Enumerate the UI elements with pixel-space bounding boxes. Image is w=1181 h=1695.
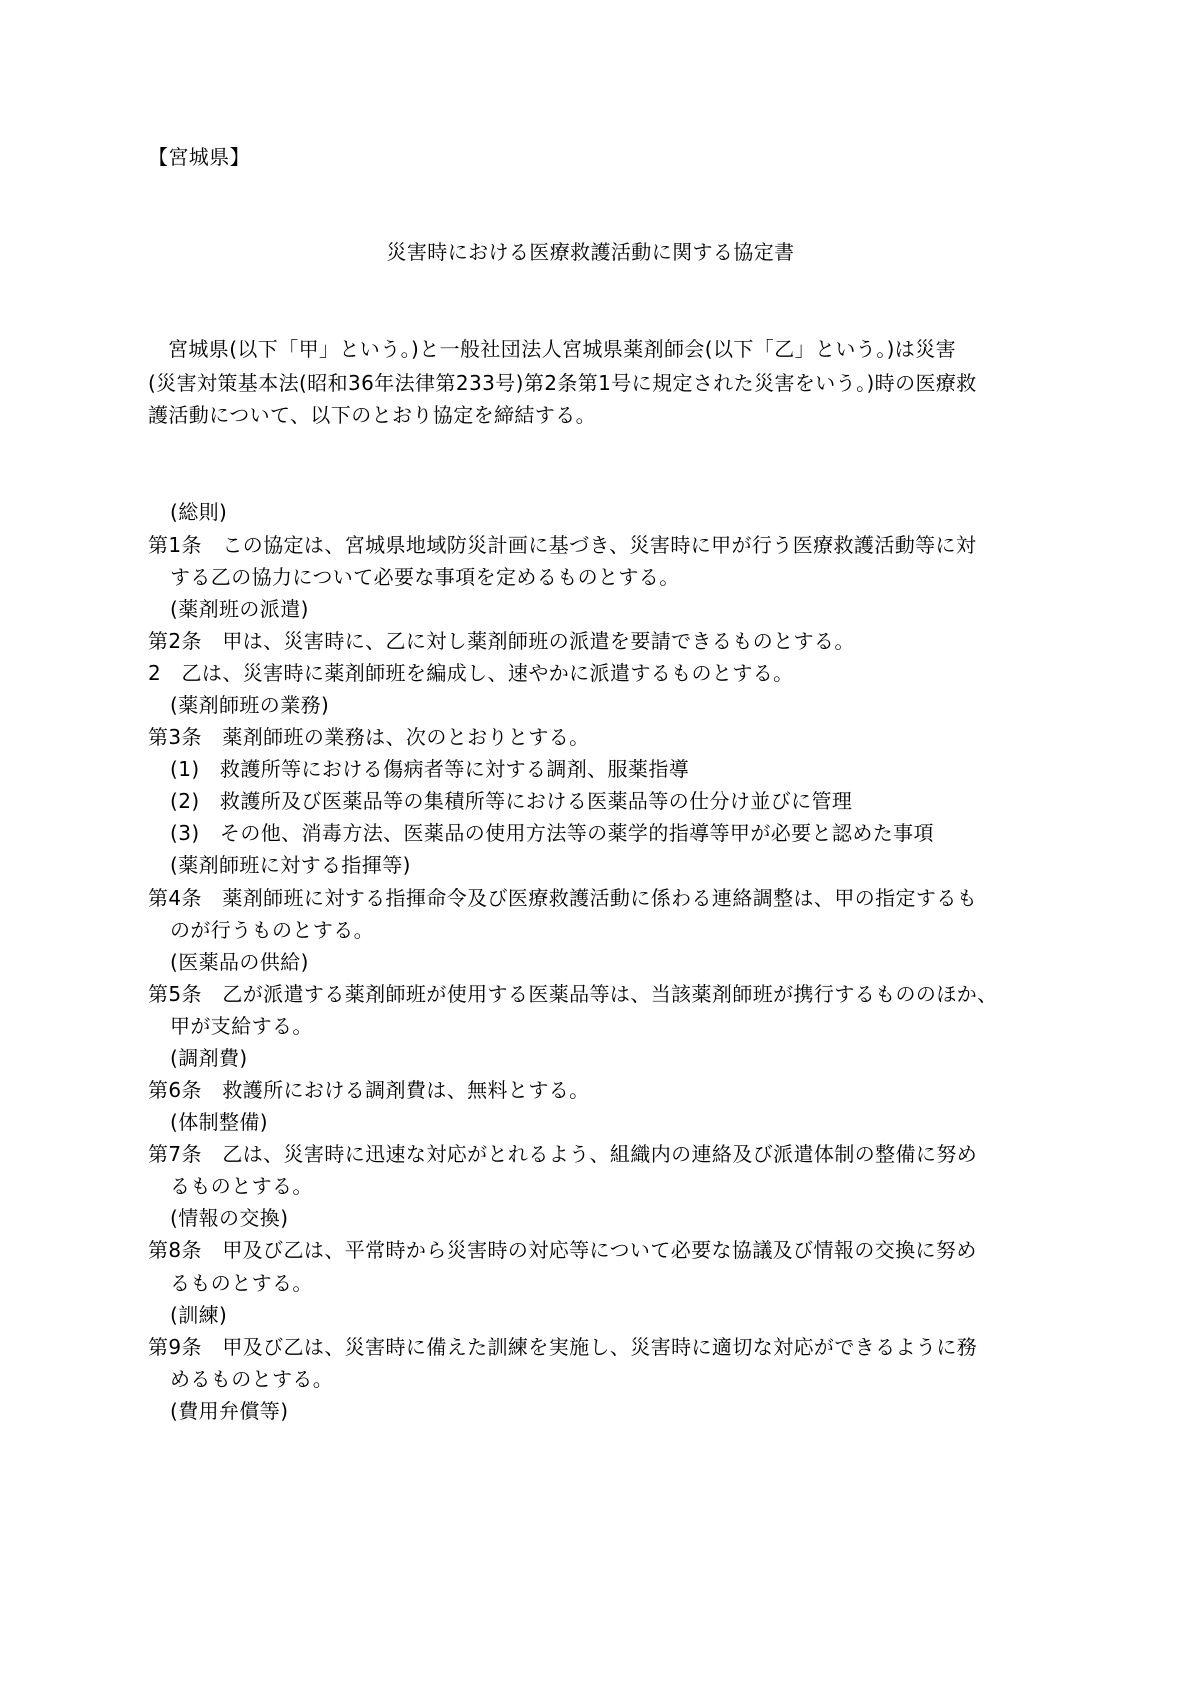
- article-paragraph: 2 乙は、災害時に薬剤師班を編成し、速やかに派遣するものとする。: [148, 661, 794, 685]
- article-heading: (訓練): [170, 1303, 228, 1327]
- article-item: (1) 救護所等における傷病者等に対する調剤、服薬指導: [170, 757, 690, 781]
- article-heading: (薬剤師班に対する指揮等): [170, 853, 411, 877]
- article-text: 第1条 この協定は、宮城県地域防災計画に基づき、災害時に甲が行う医療救護活動等に対: [148, 533, 977, 557]
- article-text: るものとする。: [170, 1174, 313, 1198]
- article-heading: (費用弁償等): [170, 1399, 289, 1423]
- article-text: めるものとする。: [170, 1367, 334, 1391]
- article-text: 第9条 甲及び乙は、災害時に備えた訓練を実施し、災害時に適切な対応ができるように務: [148, 1335, 978, 1359]
- article-heading: (薬剤師班の業務): [170, 693, 330, 717]
- preamble-line: 護活動について、以下のとおり協定を締結する。: [148, 403, 596, 427]
- article-text: 第7条 乙は、災害時に迅速な対応がとれるよう、組織内の連絡及び派遣体制の整備に努め: [148, 1142, 978, 1166]
- preamble-line: (災害対策基本法(昭和36年法律第233号)第2条第1号に規定された災害をいう。)時の医療救: [148, 371, 977, 395]
- article-text: のが行うものとする。: [170, 918, 374, 942]
- preamble-line: 宮城県(以下「甲」という。)と一般社団法人宮城県薬剤師会(以下「乙」という。)は災害: [168, 337, 957, 361]
- article-text: 第5条 乙が派遣する薬剤師班が使用する医薬品等は、当該薬剤師班が携行するもののほか、: [148, 982, 998, 1006]
- article-text: する乙の協力について必要な事項を定めるものとする。: [170, 565, 680, 589]
- article-heading: (薬剤班の派遣): [170, 597, 309, 621]
- article-item: (2) 救護所及び医薬品等の集積所等における医薬品等の仕分け並びに管理: [170, 789, 853, 813]
- article-text: 第3条 薬剤師班の業務は、次のとおりとする。: [148, 725, 590, 749]
- article-text: 甲が支給する。: [170, 1014, 313, 1038]
- article-text: 第6条 救護所における調剤費は、無料とする。: [148, 1078, 590, 1102]
- article-text: 第2条 甲は、災害時に、乙に対し薬剤師班の派遣を要請できるものとする。: [148, 629, 855, 653]
- article-item: (3) その他、消毒方法、医薬品の使用方法等の薬学的指導等甲が必要と認めた事項: [170, 821, 934, 845]
- article-text: 第4条 薬剤師班に対する指揮命令及び医療救護活動に係わる連絡調整は、甲の指定するも: [148, 886, 978, 910]
- article-text: るものとする。: [170, 1271, 313, 1295]
- article-heading: (情報の交換): [170, 1206, 289, 1230]
- document-title: 災害時における医療救護活動に関する協定書: [386, 240, 795, 264]
- article-text: 第8条 甲及び乙は、平常時から災害時の対応等について必要な協議及び情報の交換に努め: [148, 1238, 977, 1262]
- article-heading: (調剤費): [170, 1046, 248, 1070]
- article-heading: (総則): [170, 500, 228, 524]
- article-heading: (医薬品の供給): [170, 950, 309, 974]
- prefecture-label: 【宮城県】: [148, 145, 250, 169]
- article-heading: (体制整備): [170, 1110, 269, 1134]
